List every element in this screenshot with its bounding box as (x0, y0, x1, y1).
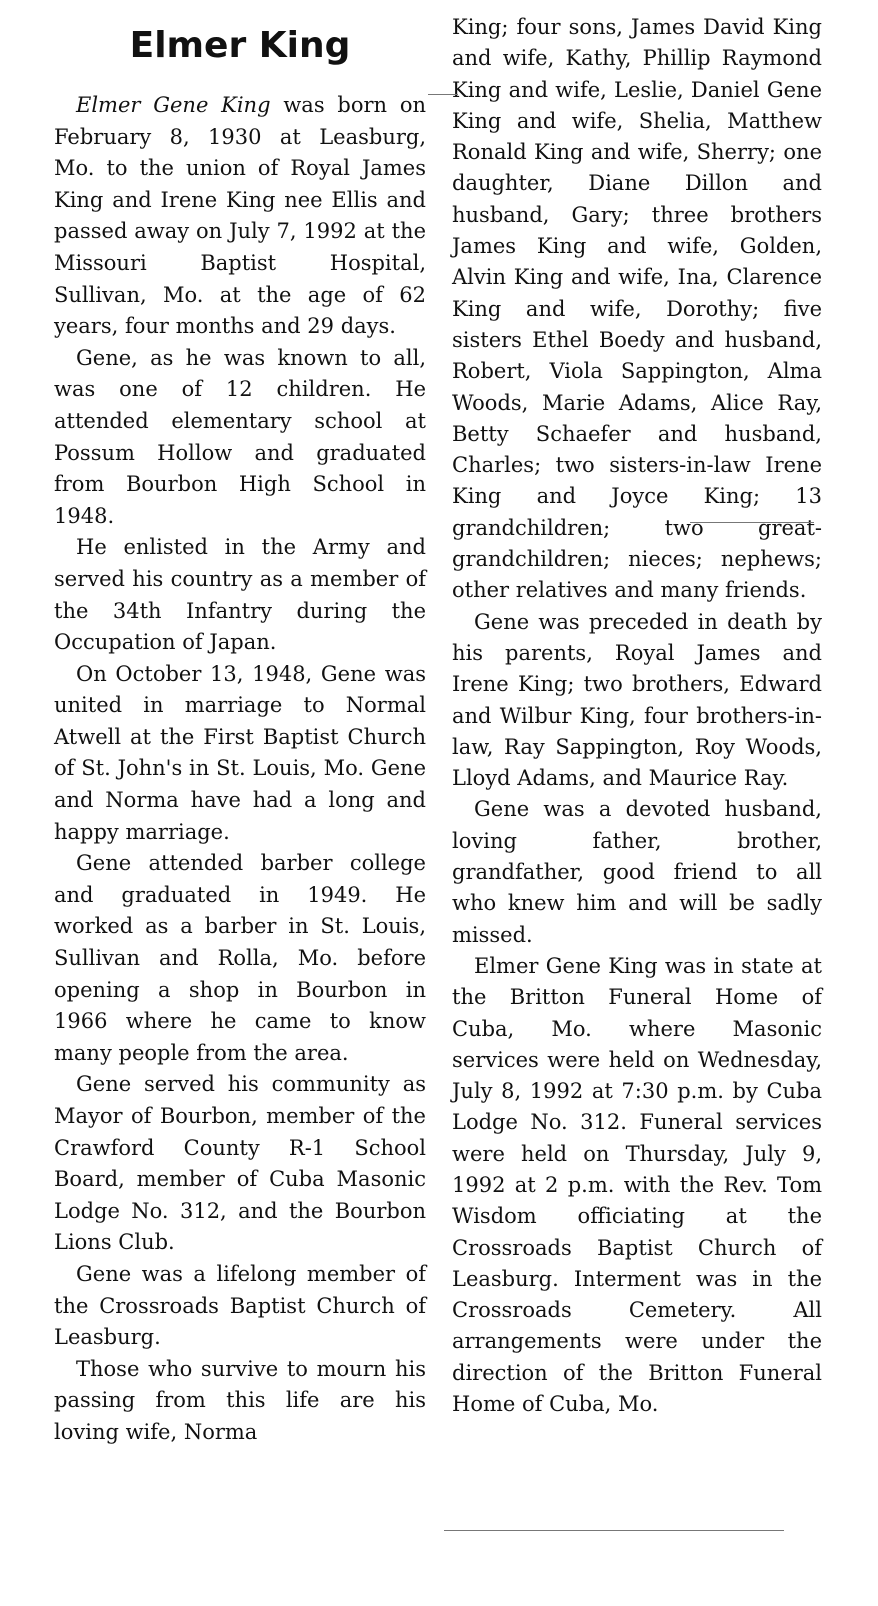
paragraph-marriage: On October 13, 1948, Gene was united in marriage to Normal Atwell at the First Baptist Church of St. John's in St. Louis, Mo. Gene and Norma have had a long and happy marriage. (54, 661, 426, 844)
left-column (54, 0, 426, 1449)
column-rule-bottom (444, 1530, 784, 1531)
paragraph-church: Gene was a lifelong member of the Crossroads Baptist Church of Leasburg. (54, 1261, 426, 1350)
full-name-italic: Elmer Gene King (76, 93, 271, 117)
paragraph-survivors-continued: King; four sons, James David King and wife, Kathy, Phillip Raymond King and wife, Leslie, Daniel Gene King and wife, Shelia, Matthew Ronald King and wife, Sherry; one daughter, Diane Dillon and husband, Gary; three brothers James King and wife, Golden, Alvin King and wife, Ina, Clarence King and wife, Dorothy; five sisters Ethel Boedy and husband, Robert, Viola Sappington, Alma Woods, Marie Adams, Alice Ray, Betty Schaefer and husband, Charles; two sisters-in-law Irene King and Joyce King; 13 grandchildren; two great-grandchildren; nieces; nephews; other relatives and many friends. (452, 15, 822, 603)
obituary-title: Elmer King (129, 25, 351, 66)
paragraph-career: Gene attended barber college and graduated in 1949. He worked as a barber in St. Louis, Sullivan and Rolla, Mo. before opening a shop in Bourbon in 1966 where he came to know many people from the area. (54, 851, 426, 1065)
column-rule-top-right (428, 94, 458, 95)
paragraph-survivors-start: Those who survive to mourn his passing from this life are his loving wife, Norma (54, 1356, 426, 1444)
paragraph-community: Gene served his community as Mayor of Bourbon, member of the Crawford County R-1 School Board, member of Cuba Masonic Lodge No. 312, and the Bourbon Lions Club. (54, 1072, 426, 1255)
paragraph-childhood: Gene, as he was known to all, was one of 12 children. He attended elementary school at Possum Hollow and graduated from Bourbon High School in 1948. (54, 345, 426, 528)
paragraph-army: He enlisted in the Army and served his country as a member of the 34th Infantry during the Occupation of Japan. (54, 535, 426, 655)
paragraph-birth-text: was born on February 8, 1930 at Leasburg, Mo. to the union of Royal James King and Irene King nee Ellis and passed away on July 7, 1992 at the Missouri Baptist Hospital, Sullivan, Mo. at the age of 62 years, four months and 29 days. (54, 93, 426, 339)
paragraph-services: Elmer Gene King was in state at the Britton Funeral Home of Cuba, Mo. where Masonic services were held on Wednesday, July 8, 1992 at 7:30 p.m. by Cuba Lodge No. 312. Funeral services were held on Thursday, July 9, 1992 at 2 p.m. with the Rev. Tom Wisdom officiating at the Crossroads Baptist Church of Leasburg. Interment was in the Crossroads Cemetery. All arrangements were under the direction of the Britton Funeral Home of Cuba, Mo. (452, 953, 822, 1417)
column-rule-mid-right (690, 522, 814, 523)
paragraph-devotion: Gene was a devoted husband, loving father, brother, grandfather, good friend to all who knew him and will be sadly missed. (452, 797, 822, 947)
paragraph-birth (54, 90, 426, 343)
paragraph-preceded: Gene was preceded in death by his parents, Royal James and Irene King; two brothers, Edward and Wilbur King, four brothers-in-law, Ray Sappington, Roy Woods, Lloyd Adams, and Maurice Ray. (452, 609, 822, 791)
right-column (452, 0, 822, 1420)
